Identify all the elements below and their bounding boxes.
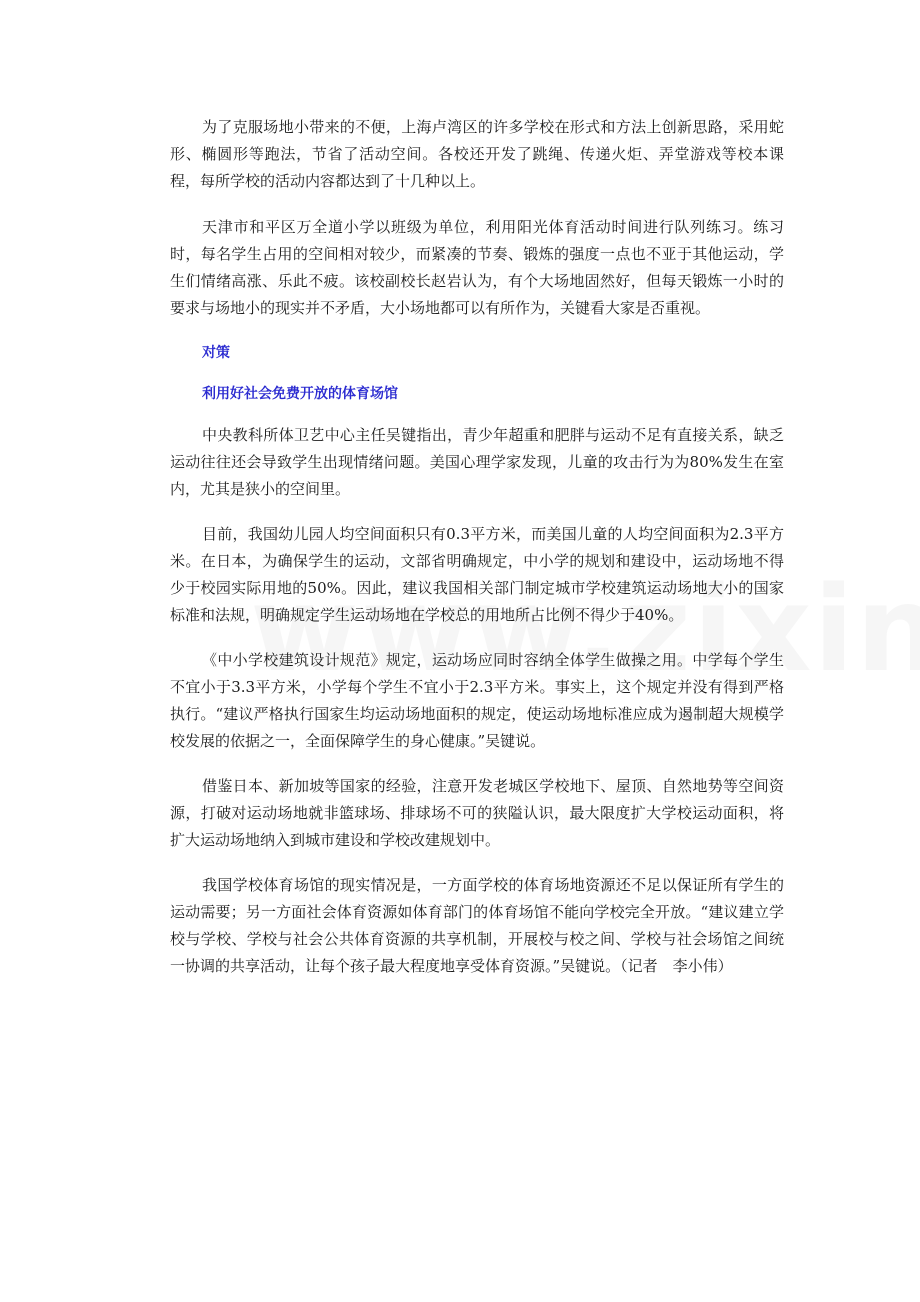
paragraph-design-code: 《中小学校建筑设计规范》规定，运动场应同时容纳全体学生做操之用。中学每个学生不宜小于3.3平方米，小学每个学生不宜小于2.3平方米。事实上，这个规定并没有得到严格执行。“建议严格执行国家生均运动场地面积的规定，使运动场地标准应成为遏制超大规模学校发展的依据之一，全面保障学生的身心健康。”吴键说。 (170, 651, 784, 750)
subsection-heading: 利用好社会免费开放的体育场馆 (202, 386, 398, 402)
paragraph-sharing: 我国学校体育场馆的现实情况是，一方面学校的体育场地资源还不足以保证所有学生的运动需要；另一方面社会体育资源如体育部门的体育场馆不能向学校完全开放。“建议建立学校与学校、学校与社会公共体育资源的共享机制，开展校与校之间、学校与社会场馆之间统一协调的共享活动，让每个孩子最大程度地享受体育资源。”吴键说。（记者 李小伟） (170, 876, 784, 975)
paragraph-space-area: 目前，我国幼儿园人均空间面积只有0.3平方米，而美国儿童的人均空间面积为2.3平方米。在日本，为确保学生的运动，文部省明确规定，中小学的规划和建设中，运动场地不得少于校园实际用地的50%。因此，建议我国相关部门制定城市学校建筑运动场地大小的国家标准和法规，明确规定学生运动场地在学校总的用地所占比例不得少于40%。 (170, 525, 784, 624)
paragraph-luwan: 为了克服场地小带来的不便，上海卢湾区的许多学校在形式和方法上创新思路，采用蛇形、椭圆形等跑法，节省了活动空间。各校还开发了跳绳、传递火炬、弄堂游戏等校本课程，每所学校的活动内容都达到了十几种以上。 (170, 118, 784, 190)
article-body (170, 114, 784, 998)
paragraph-experience: 借鉴日本、新加坡等国家的经验，注意开发老城区学校地下、屋顶、自然地势等空间资源，打破对运动场地就非篮球场、排球场不可的狭隘认识，最大限度扩大学校运动面积，将扩大运动场地纳入到城市建设和学校改建规划中。 (170, 777, 784, 849)
section-heading: 对策 (202, 345, 230, 361)
paragraph-tianjin: 天津市和平区万全道小学以班级为单位，利用阳光体育活动时间进行队列练习。练习时，每名学生占用的空间相对较少，而紧凑的节奏、锻炼的强度一点也不亚于其他运动，学生们情绪高涨、乐此不疲。该校副校长赵岩认为，有个大场地固然好，但每天锻炼一小时的要求与场地小的现实并不矛盾，大小场地都可以有所作为，关键看大家是否重视。 (170, 218, 784, 317)
paragraph-wujian-obesity: 中央教科所体卫艺中心主任吴键指出，青少年超重和肥胖与运动不足有直接关系，缺乏运动往往还会导致学生出现情绪问题。美国心理学家发现，儿童的攻击行为为80%发生在室内，尤其是狭小的空间里。 (170, 426, 784, 498)
